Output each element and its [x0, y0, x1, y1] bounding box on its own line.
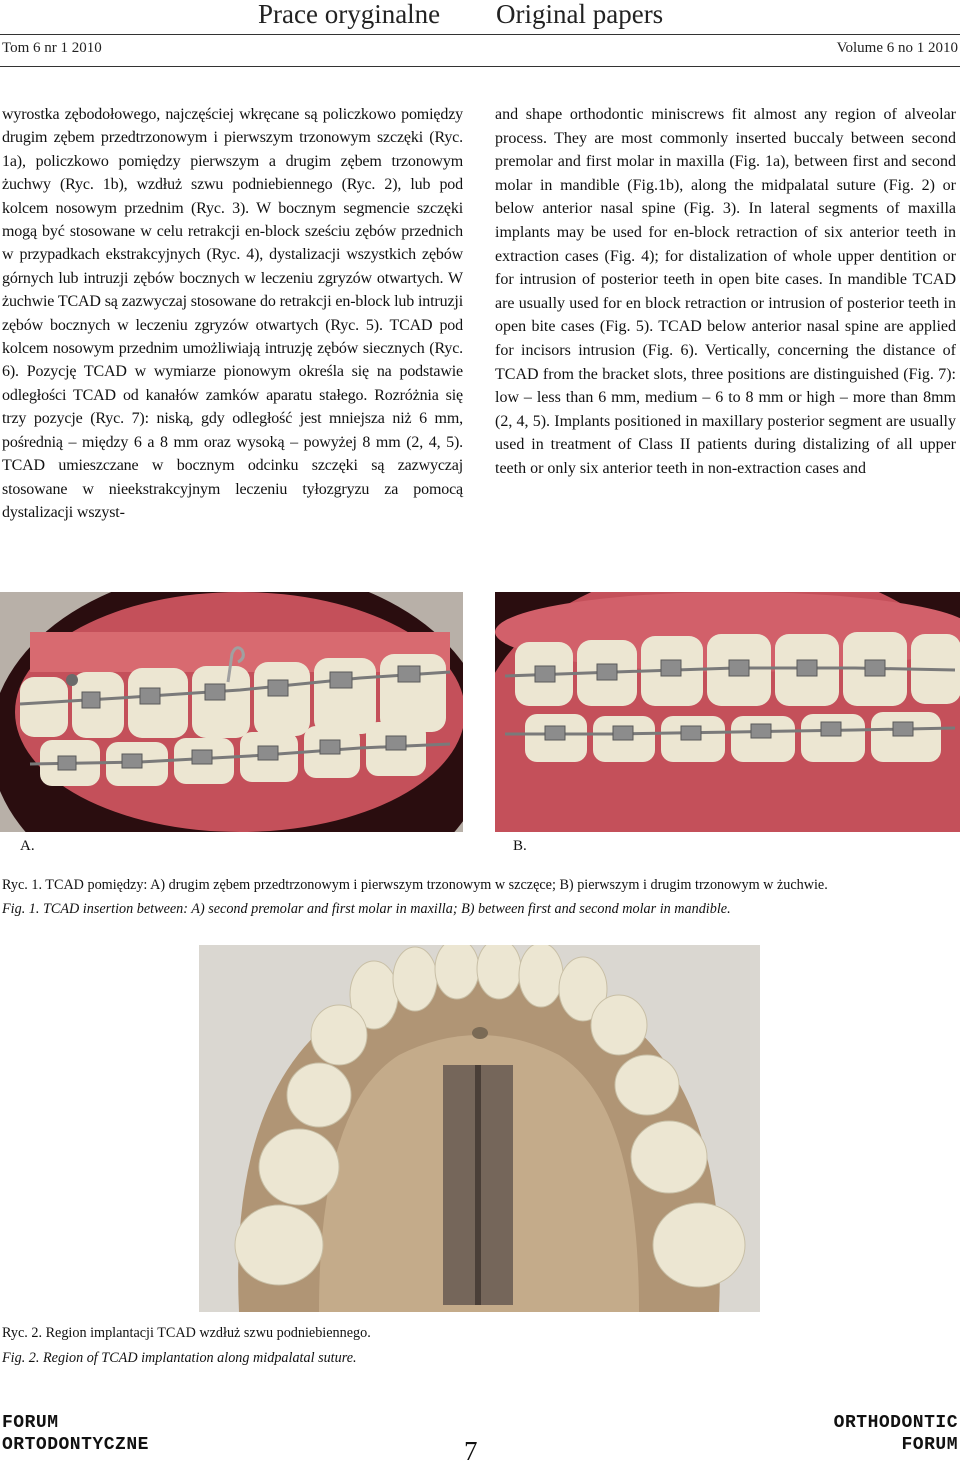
body-text-polish: wyrostka zębodołowego, najczęściej wkręcane są policzkowo pomiędzy drugim zębem przedtrzonowym i pierwszym trzonowym szczęki (Ryc. 1a), policzkowo pomiędzy pierwszym a drugim zębem trzonowym żuchwy (Ryc. 1b), wzdłuż szwu podniebiennego (Ryc. 2), lub pod kolcem nosowym przednim (Ryc. 3). W bocznym segmencie szczęki mogą być stosowane w celu retrakcji en-block sześciu zębów przednich w przypadkach ekstrakcyjnych (Ryc. 4), dystalizacji wszystkich zębów górnych lub intruzji zębów bocznych w leczeniu zgryzów otwartych. W żuchwie TCAD są zazwyczaj stosowane do retrakcji en-block lub intruzji zębów bocznych w leczeniu zgryzów otwartych (Ryc. 5). TCAD pod kolcem nosowym przednim umożliwiają intruzję zębów siecznych (Ryc. 6). Pozycję TCAD w wymiarze pionowym określa się na podstawie odległości TCAD od kanałów zamków aparatu stałego. Rozróżnia się trzy pozycje (Ryc. 7): niską, gdy odległość jest mniejsza niż 6 mm, pośrednią – między 6 a 8 mm oraz wysoką – powyżej 8 mm (2, 4, 5). TCAD umieszczane w bocznym odcinku szczęki są zazwyczaj stosowane w nieekstrakcyjnym leczeniu tyłozgryzu za pomocą dystalizacji wszyst- [2, 106, 463, 521]
footer-right-line1: ORTHODONTIC [833, 1413, 958, 1433]
figure-1a-photo [0, 592, 463, 832]
footer-journal-english [834, 1412, 958, 1456]
footer-journal-polish [2, 1412, 149, 1456]
figure-2-caption-polish: Ryc. 2. Region implantacji TCAD wzdłuż szwu podniebiennego. [2, 1325, 371, 1341]
figure-1-caption-english: Fig. 1. TCAD insertion between: A) second premolar and first molar in maxilla; B) between first and second molar in mandible. [2, 901, 731, 917]
figure-1b-photo [495, 592, 960, 832]
running-header [0, 0, 960, 30]
issue-info-english: Volume 6 no 1 2010 [836, 40, 958, 56]
subheader-rule [0, 66, 960, 67]
figure-1b-label: B. [513, 838, 527, 854]
issue-info-polish: Tom 6 nr 1 2010 [2, 40, 102, 56]
figure-1a-label: A. [20, 838, 35, 854]
header-title-polish: Prace oryginalne [258, 0, 441, 29]
body-text-english: and shape orthodontic miniscrews fit almost any region of alveolar process. They are most commonly inserted buccaly between second premolar and first molar in maxilla (Fig. 1a), between first and second molar in mandible (Fig.1b), along the midpalatal suture (Fig. 2) or below anterior nasal spine (Fig. 3). In lateral segments of maxilla implants may be used for en-block retraction of six anterior teeth in extraction cases (Fig. 4); for distalization of whole upper dentition or for intrusion of posterior teeth in open bite cases. In mandible TCAD are usually used for en block retraction or intrusion of posterior teeth in open bite cases (Fig. 5). TCAD below anterior nasal spine are applied for incisors intrusion (Fig. 6). Vertically, concerning the distance of TCAD from the bracket slots, three positions are distinguished (Fig. 7): low – less than 6 mm, medium – 6 to 8 mm or high – more than 8mm (2, 4, 5). Implants positioned in maxillary posterior segment are usually used in treatment of Class II patients during distalizing of all upper teeth or only six anterior teeth in non-extraction cases and [495, 106, 956, 477]
footer-left-line1: FORUM [2, 1413, 59, 1433]
figure-2-caption-english: Fig. 2. Region of TCAD implantation along midpalatal suture. [2, 1350, 357, 1366]
footer-left-line2: ORTODONTYCZNE [2, 1435, 149, 1455]
header-title-english: Original papers [496, 0, 664, 29]
header-rule [0, 34, 960, 35]
footer-right-line2: FORUM [901, 1435, 958, 1455]
figure-2-photo [199, 945, 760, 1312]
figure-1-caption-polish: Ryc. 1. TCAD pomiędzy: A) drugim zębem przedtrzonowym i pierwszym trzonowym w szczęce; B) pierwszym i drugim trzonowym w żuchwie. [2, 877, 828, 893]
page-number: 7 [464, 1436, 478, 1466]
